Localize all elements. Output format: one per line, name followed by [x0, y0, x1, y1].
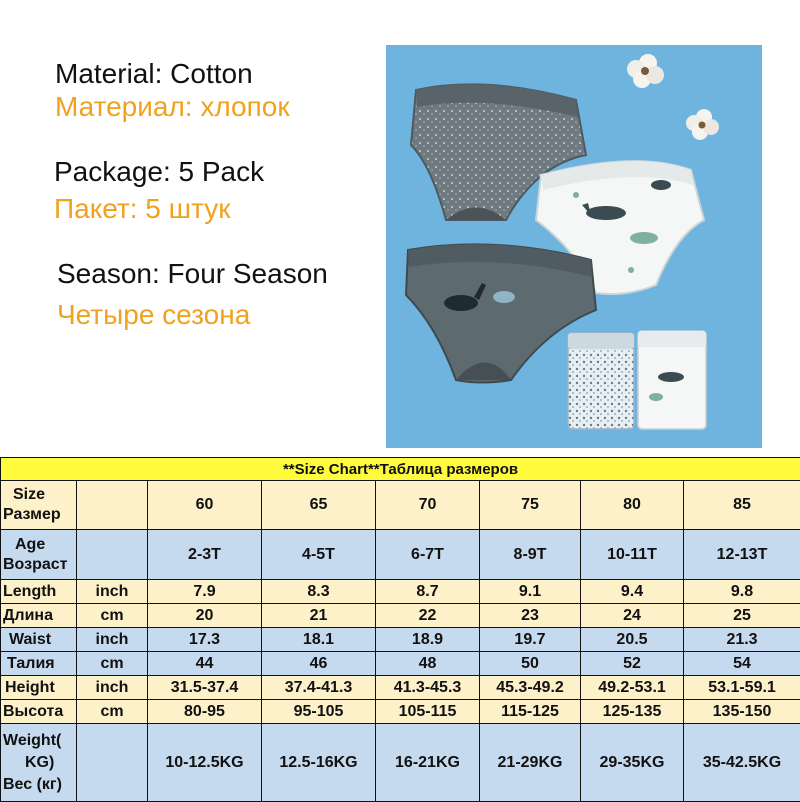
- age-cell: 6-7T: [376, 530, 480, 580]
- waist-inch-row: [1, 628, 800, 652]
- size-cell: 65: [262, 481, 376, 530]
- waist-unit-inch: inch: [77, 628, 148, 652]
- size-cell: 80: [581, 481, 684, 530]
- weight-row: [1, 724, 800, 802]
- size-cell: 60: [148, 481, 262, 530]
- weight-cell: 29-35KG: [581, 724, 684, 802]
- length-inch-cell: 9.8: [684, 580, 800, 604]
- waist-inch-cell: 20.5: [581, 628, 684, 652]
- product-illustration: [386, 45, 762, 448]
- season-label-en: Season: Four Season: [57, 258, 328, 290]
- material-label-ru: Материал: хлопок: [55, 91, 290, 123]
- weight-cell: 21-29KG: [480, 724, 581, 802]
- length-inch-cell: 8.7: [376, 580, 480, 604]
- length-inch-cell: 9.1: [480, 580, 581, 604]
- waist-cm-cell: 46: [262, 652, 376, 676]
- package-label-ru: Пакет: 5 штук: [54, 193, 231, 225]
- weight-cell: 12.5-16KG: [262, 724, 376, 802]
- height-inch-cell: 45.3-49.2: [480, 676, 581, 700]
- size-unit-cell: [77, 481, 148, 530]
- weight-cell: 35-42.5KG: [684, 724, 800, 802]
- waist-inch-cell: 21.3: [684, 628, 800, 652]
- height-cm-cell: 125-135: [581, 700, 684, 724]
- product-photo: [386, 45, 762, 448]
- age-cell: 8-9T: [480, 530, 581, 580]
- size-label-ru: Размер: [3, 505, 76, 525]
- length-inch-cell: 9.4: [581, 580, 684, 604]
- height-inch-row: [1, 676, 800, 700]
- length-inch-cell: 7.9: [148, 580, 262, 604]
- weight-label-line2: KG): [3, 752, 76, 774]
- size-cell: 85: [684, 481, 800, 530]
- length-cm-cell: 22: [376, 604, 480, 628]
- height-inch-cell: 37.4-41.3: [262, 676, 376, 700]
- cotton-flower-icon: [627, 54, 664, 88]
- waist-cm-cell: 44: [148, 652, 262, 676]
- weight-unit-cell: [77, 724, 148, 802]
- waist-cm-cell: 48: [376, 652, 480, 676]
- height-cm-cell: 115-125: [480, 700, 581, 724]
- height-unit-inch: inch: [77, 676, 148, 700]
- length-cm-cell: 21: [262, 604, 376, 628]
- length-cm-row: [1, 604, 800, 628]
- age-cell: 12-13T: [684, 530, 800, 580]
- waist-label-en: Waist: [1, 628, 77, 652]
- weight-row-label: [1, 724, 77, 802]
- size-row: [1, 481, 800, 530]
- weight-cell: 16-21KG: [376, 724, 480, 802]
- height-cm-cell: 80-95: [148, 700, 262, 724]
- length-label-ru: Длина: [1, 604, 77, 628]
- height-unit-cm: cm: [77, 700, 148, 724]
- waist-cm-cell: 54: [684, 652, 800, 676]
- waist-cm-cell: 50: [480, 652, 581, 676]
- length-unit-inch: inch: [77, 580, 148, 604]
- size-row-label: [1, 481, 77, 530]
- waist-unit-cm: cm: [77, 652, 148, 676]
- size-chart-table: [0, 457, 800, 802]
- length-inch-cell: 8.3: [262, 580, 376, 604]
- length-label-en: Length: [1, 580, 77, 604]
- age-label-en: Age: [3, 535, 76, 555]
- length-cm-cell: 24: [581, 604, 684, 628]
- weight-label-ru: Вес (кг): [3, 774, 76, 796]
- age-cell: 4-5T: [262, 530, 376, 580]
- cotton-flower-icon: [686, 109, 719, 140]
- height-cm-cell: 105-115: [376, 700, 480, 724]
- height-inch-cell: 31.5-37.4: [148, 676, 262, 700]
- age-row: [1, 530, 800, 580]
- length-cm-cell: 25: [684, 604, 800, 628]
- age-row-label: [1, 530, 77, 580]
- height-cm-cell: 135-150: [684, 700, 800, 724]
- age-unit-cell: [77, 530, 148, 580]
- size-label-en: Size: [3, 485, 76, 505]
- height-cm-row: [1, 700, 800, 724]
- waist-cm-cell: 52: [581, 652, 684, 676]
- size-cell: 70: [376, 481, 480, 530]
- weight-label-line1: Weight(: [3, 730, 76, 752]
- waist-inch-cell: 18.1: [262, 628, 376, 652]
- waist-label-ru: Талия: [1, 652, 77, 676]
- waist-inch-cell: 17.3: [148, 628, 262, 652]
- size-chart-title: **Size Chart**Таблица размеров: [1, 458, 800, 481]
- length-inch-row: [1, 580, 800, 604]
- height-inch-cell: 53.1-59.1: [684, 676, 800, 700]
- size-cell: 75: [480, 481, 581, 530]
- waist-inch-cell: 18.9: [376, 628, 480, 652]
- length-unit-cm: cm: [77, 604, 148, 628]
- folded-patterned-brief-icon: [568, 333, 634, 429]
- waist-inch-cell: 19.7: [480, 628, 581, 652]
- waist-cm-row: [1, 652, 800, 676]
- age-cell: 10-11T: [581, 530, 684, 580]
- height-inch-cell: 41.3-45.3: [376, 676, 480, 700]
- height-cm-cell: 95-105: [262, 700, 376, 724]
- material-label-en: Material: Cotton: [55, 58, 253, 90]
- height-inch-cell: 49.2-53.1: [581, 676, 684, 700]
- length-cm-cell: 23: [480, 604, 581, 628]
- age-label-ru: Возраст: [3, 555, 76, 575]
- length-cm-cell: 20: [148, 604, 262, 628]
- age-cell: 2-3T: [148, 530, 262, 580]
- package-label-en: Package: 5 Pack: [54, 156, 264, 188]
- weight-cell: 10-12.5KG: [148, 724, 262, 802]
- height-label-ru: Высота: [1, 700, 77, 724]
- height-label-en: Height: [1, 676, 77, 700]
- folded-white-brief-icon: [638, 331, 706, 429]
- season-label-ru: Четыре сезона: [57, 299, 250, 331]
